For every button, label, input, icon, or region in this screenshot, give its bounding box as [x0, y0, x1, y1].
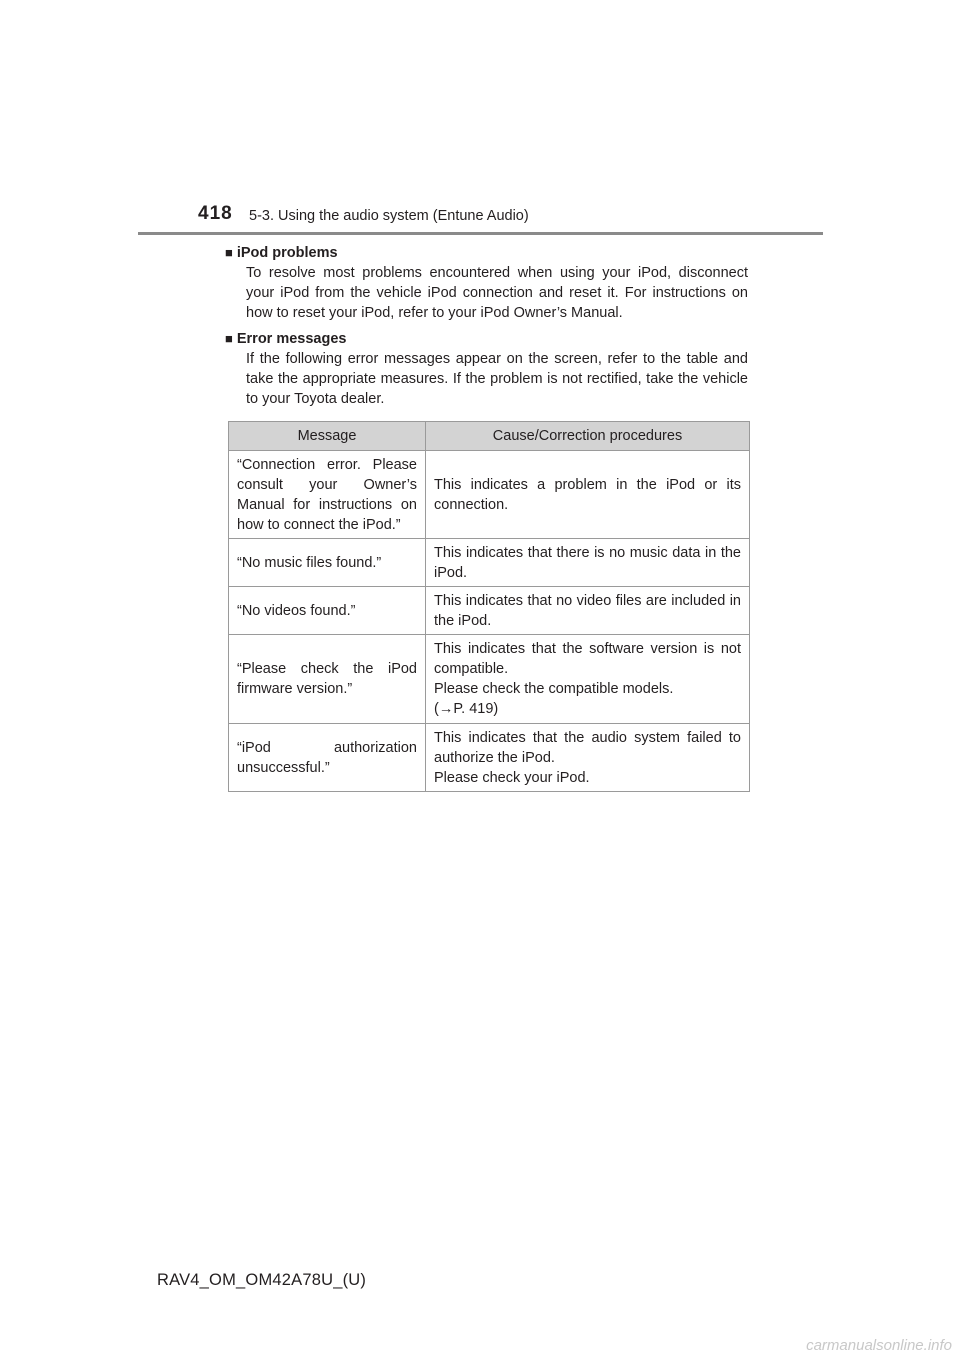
footer-doc-code: RAV4_OM_OM42A78U_(U) [157, 1271, 367, 1289]
table-row [229, 635, 750, 724]
cause-line: This indicates that no video files are included in the iPod. [434, 592, 741, 629]
cause-line: Please check your iPod. [434, 769, 590, 786]
cause-cell [426, 451, 750, 539]
table-row [229, 724, 750, 792]
watermark: carmanualsonline.info [806, 1337, 952, 1354]
header-divider [138, 232, 823, 235]
square-bullet-icon: ■ [225, 331, 233, 346]
heading-ipod-problems [225, 243, 748, 263]
cause-line: This indicates that the software version is not compatible. [434, 641, 741, 677]
paragraph-error-messages: If the following error messages appear on the screen, refer to the table and take the appropriate measures. If the problem is not rectified, take the vehicle to your Toyota dealer. [246, 351, 748, 407]
cause-line: This indicates a problem in the iPod or its connection. [434, 476, 741, 513]
cause-cell [426, 635, 750, 724]
section-title: 5-3. Using the audio system (Entune Audio) [249, 208, 529, 224]
heading-text: Error messages [236, 331, 347, 347]
error-messages-table [228, 421, 750, 792]
page-reference: (→P. 419) [434, 701, 499, 717]
message-cell: “Connection error. Please consult your Owner’s Manual for instructions on how to connect the iPod.” [229, 451, 426, 539]
table-row [229, 451, 750, 539]
heading-text: iPod problems [236, 245, 338, 261]
square-bullet-icon: ■ [225, 245, 233, 260]
message-cell: “No videos found.” [229, 587, 426, 635]
message-cell: “iPod authorization unsuccessful.” [229, 724, 426, 792]
message-cell: “No music files found.” [229, 539, 426, 587]
message-cell: “Please check the iPod firmware version.” [229, 635, 426, 724]
paragraph-ipod-problems: To resolve most problems encountered when using your iPod, disconnect your iPod from the vehicle iPod connection and reset it. For instructions on how to reset your iPod, refer to your iPod Owner’s Manual. [246, 265, 748, 321]
table-row [229, 587, 750, 635]
cause-cell [426, 539, 750, 587]
column-header-message: Message [229, 422, 426, 451]
table-header-row [229, 422, 750, 451]
page-number: 418 [198, 203, 233, 224]
cause-line: This indicates that the audio system failed to authorize the iPod. [434, 729, 741, 766]
cause-cell [426, 587, 750, 635]
cause-line: Please check the compatible models. [434, 681, 674, 697]
cause-cell [426, 724, 750, 792]
content [225, 243, 748, 409]
column-header-cause: Cause/Correction procedures [426, 422, 750, 451]
heading-error-messages [225, 329, 748, 349]
table-row [229, 539, 750, 587]
cause-line: This indicates that there is no music data in the iPod. [434, 544, 741, 581]
